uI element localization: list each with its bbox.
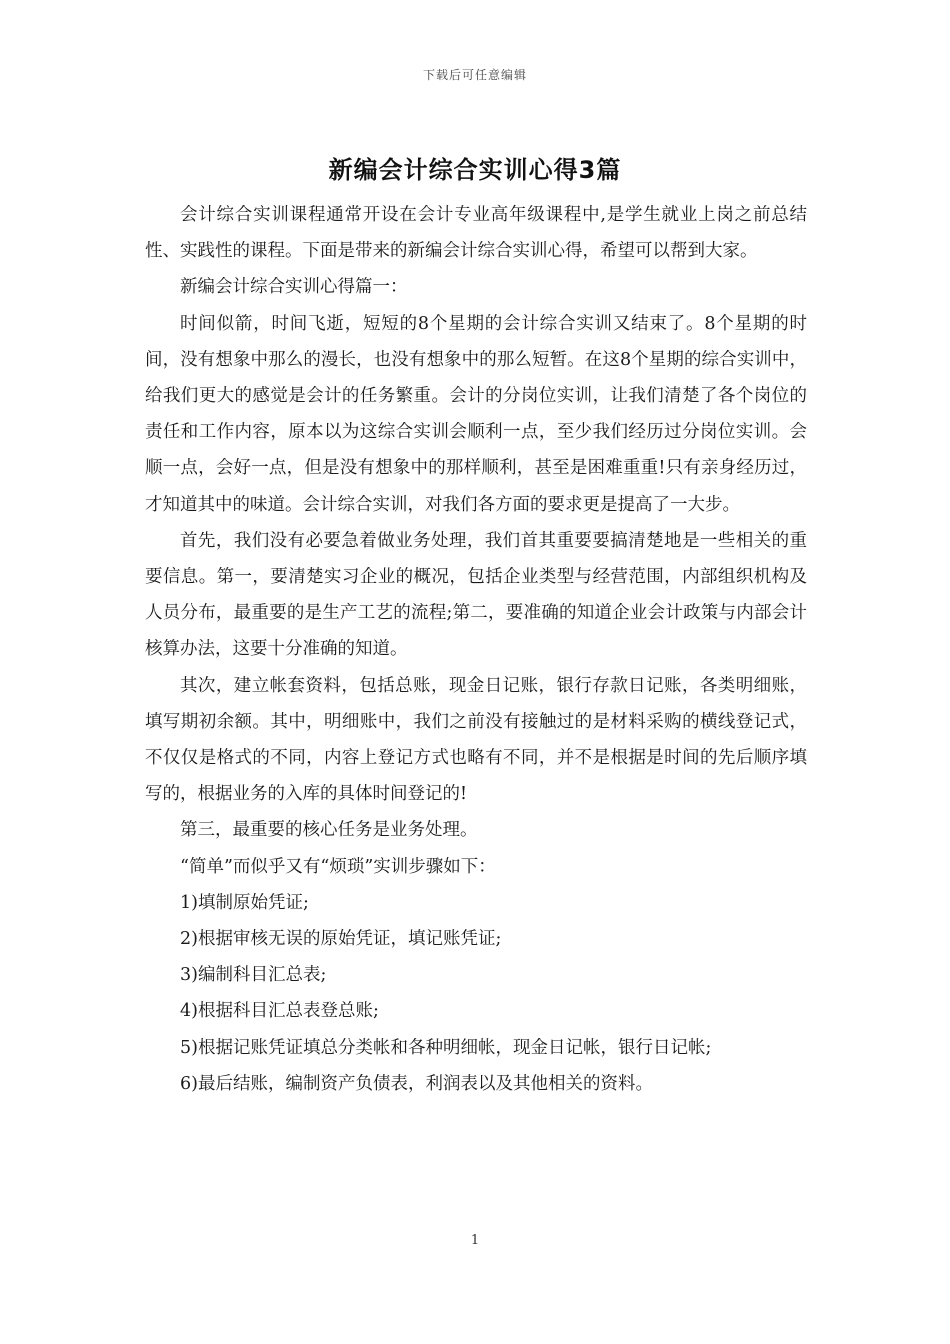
- step-item: 4)根据科目汇总表登总账;: [180, 1001, 379, 1022]
- intro-paragraph: 会计综合实训课程通常开设在会计专业高年级课程中,是学生就业上岗之前总结性、实践性的课程。下面是带来的新编会计综合实训心得，希望可以帮到大家。: [145, 205, 807, 262]
- body-paragraph: 其次，建立帐套资料，包括总账，现金日记账，银行存款日记账，各类明细账，填写期初余额。其中，明细账中，我们之前没有接触过的是材料采购的横线登记式，不仅仅是格式的不同，内容上登记方式也略有不同，并不是根据是时间的先后顺序填写的，根据业务的入库的具体时间登记的!: [145, 675, 807, 805]
- step-item: 5)根据记账凭证填总分类帐和各种明细帐，现金日记帐，银行日记帐;: [180, 1037, 712, 1058]
- document-body: [145, 197, 807, 1102]
- step-item: 1)填制原始凭证;: [180, 892, 309, 913]
- step-item: 3)编制科目汇总表;: [180, 965, 327, 986]
- step-item: 2)根据审核无误的原始凭证，填记账凭证;: [180, 929, 502, 950]
- body-paragraph: 时间似箭，时间飞逝，短短的8个星期的会计综合实训又结束了。8个星期的时间，没有想象中那么的漫长，也没有想象中的那么短暂。在这8个星期的综合实训中，给我们更大的感觉是会计的任务繁重。会计的分岗位实训，让我们清楚了各个岗位的责任和工作内容，原本以为这综合实训会顺利一点，至少我们经历过分岗位实训。会顺一点，会好一点，但是没有想象中的那样顺利，甚至是困难重重!只有亲身经历过，才知道其中的味道。会计综合实训，对我们各方面的要求更是提高了一大步。: [145, 313, 807, 515]
- page-header-note: 下载后可任意编辑: [422, 68, 527, 82]
- body-paragraph: 首先，我们没有必要急着做业务处理，我们首其重要要搞清楚地是一些相关的重要信息。第一，要清楚实习企业的概况，包括企业类型与经营范围，内部组织机构及人员分布，最重要的是生产工艺的流程;第二，要准确的知道企业会计政策与内部会计核算办法，这要十分准确的知道。: [145, 530, 807, 660]
- page-number: 1: [470, 1233, 480, 1248]
- step-item: 6)最后结账，编制资产负债表，利润表以及其他相关的资料。: [180, 1073, 653, 1094]
- section-heading: 新编会计综合实训心得篇一：: [180, 277, 408, 298]
- document-title: 新编会计综合实训心得3篇: [328, 156, 622, 184]
- body-paragraph: “简单”而似乎又有“烦琐”实训步骤如下：: [180, 856, 496, 877]
- body-paragraph: 第三，最重要的核心任务是业务处理。: [180, 820, 478, 841]
